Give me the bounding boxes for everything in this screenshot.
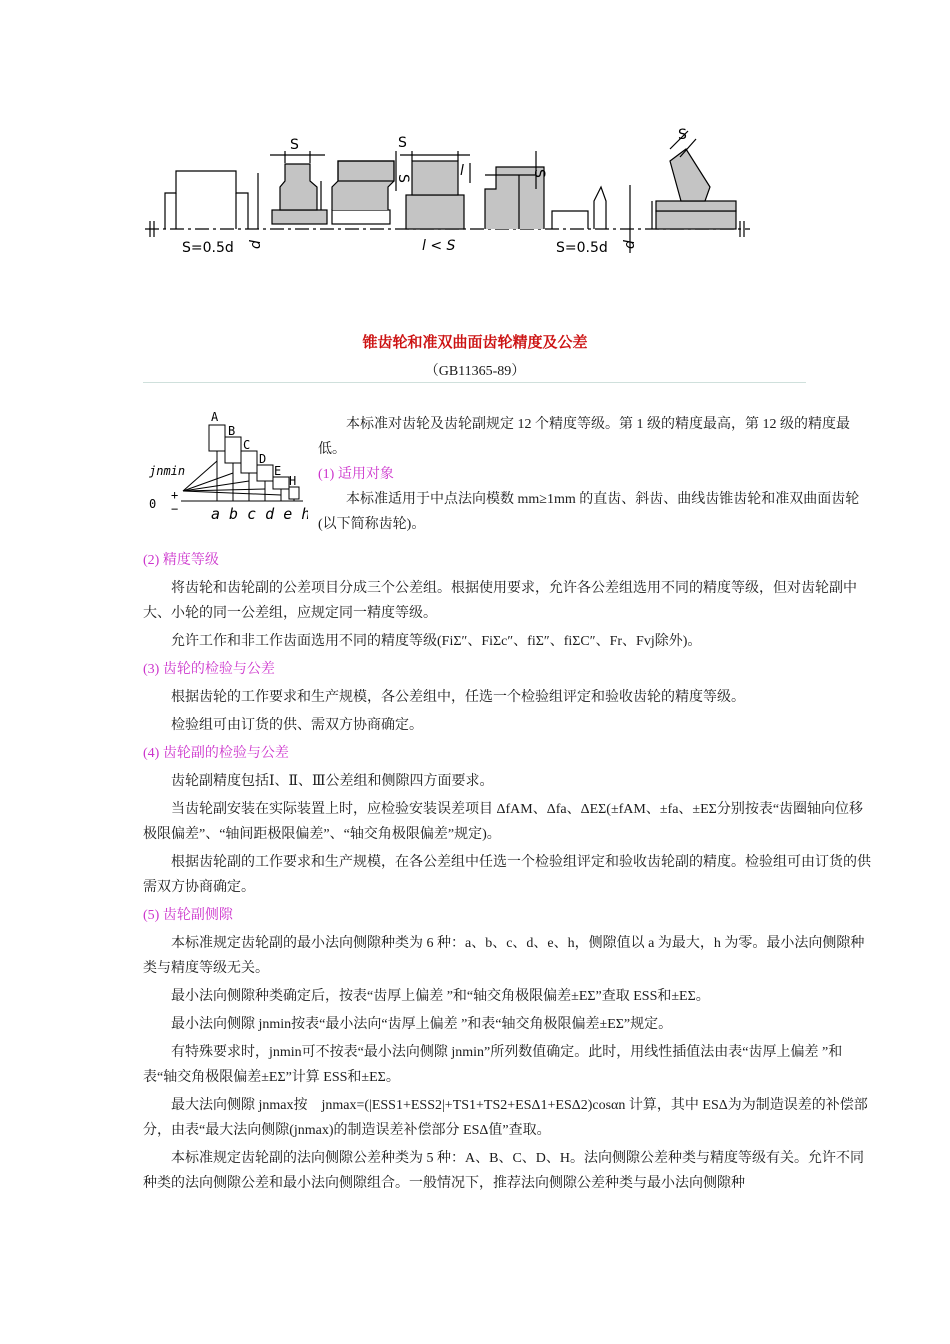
zero-label: 0 <box>149 497 157 511</box>
paragraph: 最小法向侧隙 jnmin按表“最小法向“齿厚上偏差 ”和表“轴交角极限偏差±EΣ”规定。 <box>171 1017 673 1032</box>
bar-label-b: B <box>228 424 236 438</box>
tooth-profile-figure <box>140 125 755 265</box>
minus-sign: − <box>171 502 179 516</box>
formula-mid: l < S <box>422 238 456 254</box>
paragraph: 允许工作和非工作齿面选用不同的精度等级(FiΣ″、FiΣc″、fiΣ″、fiΣC″、Fr、Fvj除外)。 <box>171 634 702 649</box>
formula-right: S=0.5d <box>556 240 608 256</box>
paragraph: 最大法向侧隙 jnmax按 jnmax=(|ESS1+ESS2|+TS1+TS2+ESΔ1+ESΔ2)cosαn 计算，其中 ESΔ为为制造误差的补偿部分，由表“最大法向侧隙(jnmax)的制造误差补偿部分 ESΔ值”查取。 <box>143 1098 868 1138</box>
heading-precision: (2) 精度等级 <box>143 553 219 568</box>
bar-label-c: C <box>243 438 251 452</box>
bar-label-e: E <box>274 464 282 478</box>
s-label-3: S <box>531 169 547 178</box>
paragraph: 有特殊要求时，jnmin可不按表“最小法向侧隙 jnmin”所列数值确定。此时，用线性插值法由表“齿厚上偏差 ”和表“轴交角极限偏差±EΣ”计算 ESS和±EΣ。 <box>143 1045 843 1085</box>
s-label-4: S <box>395 174 411 183</box>
paragraph: 最小法向侧隙种类确定后，按表“齿厚上偏差 ”和“轴交角极限偏差±EΣ”查取 ESS和±EΣ。 <box>171 989 710 1004</box>
d-label-left: d <box>248 240 264 249</box>
heading-backlash: (5) 齿轮副侧隙 <box>143 908 233 923</box>
paragraph: 当齿轮副安装在实际装置上时，应检验安装误差项目 ΔfAM、Δfa、ΔEΣ(±fAM、±fa、±EΣ分别按表“齿圈轴向位移极限偏差”、“轴间距极限偏差”、“轴交角极限偏差”规定)。 <box>143 802 864 842</box>
heading-pair-inspection: (4) 齿轮副的检验与公差 <box>143 746 289 761</box>
intro-block <box>318 412 873 537</box>
bar-label-d: D <box>259 452 267 466</box>
l-label: l <box>460 163 464 179</box>
page-title: 锥齿轮和准双曲面齿轮精度及公差 <box>362 335 588 351</box>
scope-paragraph: 本标准适用于中点法向模数 mm≥1mm 的直齿、斜齿、曲线齿锥齿轮和准双曲面齿轮(以下简称齿轮)。 <box>318 492 860 532</box>
d-label-right: d <box>622 240 638 249</box>
paragraph: 检验组可由订货的供、需双方协商确定。 <box>171 718 423 733</box>
main-body <box>143 548 873 1199</box>
heading-scope: (1) 适用对象 <box>318 467 394 482</box>
backlash-drawing <box>143 407 308 527</box>
intro-paragraph: 本标准对齿轮及齿轮副规定 12 个精度等级。第 1 级的精度最高，第 12 级的精度最低。 <box>318 417 850 457</box>
backlash-diagram <box>143 407 308 527</box>
s-label-2: S <box>398 135 407 151</box>
page-subtitle: （GB11365-89） <box>424 364 526 379</box>
axis-labels: a b c d e h <box>211 505 308 523</box>
jnmin-label: jnmin <box>149 464 186 478</box>
paragraph: 根据齿轮副的工作要求和生产规模，在各公差组中任选一个检验组评定和验收齿轮副的精度。检验组可由订货的供需双方协商确定。 <box>143 855 871 895</box>
divider <box>143 382 806 383</box>
paragraph: 将齿轮和齿轮副的公差项目分成三个公差组。根据使用要求，允许各公差组选用不同的精度等级，但对齿轮副中大、小轮的同一公差组，应规定同一精度等级。 <box>143 581 857 621</box>
paragraph: 根据齿轮的工作要求和生产规模，各公差组中，任选一个检验组评定和验收齿轮的精度等级。 <box>171 690 745 705</box>
bar-label-a: A <box>211 410 219 424</box>
paragraph: 齿轮副精度包括Ⅰ、Ⅱ、Ⅲ公差组和侧隙四方面要求。 <box>171 774 494 789</box>
tooth-profile-drawing <box>140 125 755 265</box>
paragraph: 本标准规定齿轮副的最小法向侧隙种类为 6 种：a、b、c、d、e、h，侧隙值以 a 为最大，h 为零。最小法向侧隙种类与精度等级无关。 <box>143 936 865 976</box>
s-label-1: S <box>290 137 299 153</box>
paragraph: 本标准规定齿轮副的法向侧隙公差种类为 5 种：A、B、C、D、H。法向侧隙公差种类与精度等级有关。允许不同种类的法向侧隙公差和最小法向侧隙组合。一般情况下，推荐法向侧隙公差种类与最小法向侧隙种 <box>143 1151 865 1191</box>
plus-sign: + <box>171 488 179 502</box>
bar-label-h: H <box>289 474 297 488</box>
s-label-5: S <box>678 127 687 143</box>
formula-left: S=0.5d <box>182 240 234 256</box>
heading-gear-inspection: (3) 齿轮的检验与公差 <box>143 662 275 677</box>
